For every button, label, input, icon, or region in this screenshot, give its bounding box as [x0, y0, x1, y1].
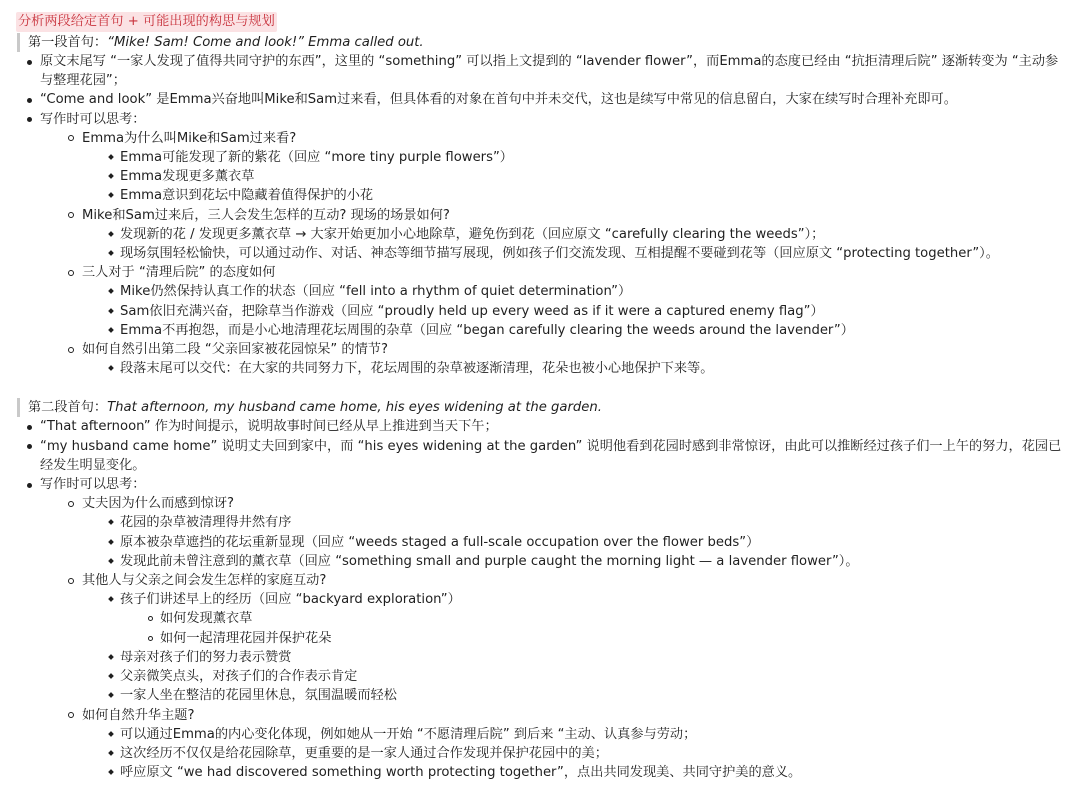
sub-answer-item: 如何一起清理花园并保护花朵 [146, 629, 1066, 648]
list-item: “my husband came home” 说明丈夫回到家中，而 “his eyes widening at the garden” 说明他看到花园时感到非常惊讶，由此可以推断经过孩子们一上午的努力，花园已经发生明显变化。 [16, 437, 1066, 475]
question-text: 三人对于 “清理后院” 的态度如何 [82, 265, 276, 281]
document-title: 分析两段给定首句 + 可能出现的构思与规划 [16, 12, 277, 32]
answer-item: 呼应原文 “we had discovered something worth protecting together”，点出共同发现美、共同守护美的意义。 [108, 763, 1066, 782]
answer-list [108, 225, 1066, 263]
answer-text: 孩子们讲述早上的经历（回应 “backyard exploration”） [120, 592, 461, 608]
list-item [16, 110, 1066, 379]
section2-quote-text: That afternoon, my husband came home, his eyes widening at the garden. [107, 400, 602, 416]
section1-first-sentence [17, 33, 1066, 52]
answer-item: 段落末尾可以交代：在大家的共同努力下，花坛周围的杂草被逐渐清理，花朵也被小心地保护下来等。 [108, 359, 1066, 378]
think-label: 写作时可以思考： [40, 477, 146, 493]
question-text: 丈夫因为什么而感到惊讶? [82, 496, 235, 512]
answer-item: 母亲对孩子们的努力表示赞赏 [108, 648, 1066, 667]
answer-item: 这次经历不仅仅是给花园除草，更重要的是一家人通过合作发现并保护花园中的美； [108, 744, 1066, 763]
sub-answer-list [146, 609, 1066, 647]
answer-item: 可以通过Emma的内心变化体现，例如她从一开始 “不愿清理后院” 到后来 “主动、认真参与劳动； [108, 725, 1066, 744]
question-item [68, 129, 1066, 206]
answer-item: 一家人坐在整洁的花园里休息，氛围温暖而轻松 [108, 686, 1066, 705]
answer-item: Emma可能发现了新的紫花（回应 “more tiny purple flowers”） [108, 148, 1066, 167]
answer-item: 发现新的花 / 发现更多薰衣草 → 大家开始更加小心地除草，避免伤到花（回应原文 “carefully clearing the weeds”）； [108, 225, 1066, 244]
question-text: 其他人与父亲之间会发生怎样的家庭互动? [82, 573, 327, 589]
answer-list [108, 513, 1066, 571]
answer-list [108, 725, 1066, 783]
question-text: 如何自然引出第二段 “父亲回家被花园惊呆” 的情节? [82, 342, 388, 358]
answer-item: 父亲微笑点头，对孩子们的合作表示肯定 [108, 667, 1066, 686]
list-item: 原文末尾写 “一家人发现了值得共同守护的东西”，这里的 “something” 可以指上文提到的 “lavender flower”，而Emma的态度已经由 “抗拒清理后院” 逐渐转变为 “主动参与整理花园”； [16, 52, 1066, 90]
answer-item: Emma不再抱怨，而是小心地清理花坛周围的杂草（回应 “began carefully clearing the weeds around the lavender”） [108, 321, 1066, 340]
section1-list [16, 52, 1066, 378]
section2-list [16, 417, 1066, 782]
section1-quote-prefix: 第一段首句： [28, 35, 108, 50]
answer-list [108, 282, 1066, 340]
think-label: 写作时可以思考： [40, 111, 146, 127]
question-item [68, 706, 1066, 783]
list-item: “Come and look” 是Emma兴奋地叫Mike和Sam过来看，但具体看的对象在首句中并未交代，这也是续写中常见的信息留白，大家在续写时合理补充即可。 [16, 90, 1066, 109]
question-text: 如何自然升华主题? [82, 707, 195, 723]
question-item [68, 206, 1066, 264]
answer-list [108, 359, 1066, 378]
question-item [68, 494, 1066, 571]
section1-quote-text: “Mike! Sam! Come and look!” Emma called out. [107, 35, 424, 50]
question-item [68, 571, 1066, 705]
question-list [68, 494, 1066, 782]
question-item [68, 263, 1066, 340]
question-list [68, 129, 1066, 379]
answer-item [108, 590, 1066, 648]
question-text: Mike和Sam过来后，三人会发生怎样的互动? 现场的场景如何? [82, 207, 450, 223]
sub-answer-item: 如何发现薰衣草 [146, 609, 1066, 628]
list-item [16, 475, 1066, 782]
answer-item: Sam依旧充满兴奋，把除草当作游戏（回应 “proudly held up every weed as if it were a captured enemy flag”） [108, 302, 1066, 321]
answer-item: 发现此前未曾注意到的薰衣草（回应 “something small and purple caught the morning light — a lavender flower”）。 [108, 552, 1066, 571]
answer-item: 现场氛围轻松愉快，可以通过动作、对话、神态等细节描写展现，例如孩子们交流发现、互相提醒不要碰到花等（回应原文 “protecting together”）。 [108, 244, 1066, 263]
section2-quote-prefix: 第二段首句： [28, 400, 108, 416]
answer-item: Mike仍然保持认真工作的状态（回应 “fell into a rhythm of quiet determination”） [108, 282, 1066, 301]
answer-item: 花园的杂草被清理得井然有序 [108, 513, 1066, 532]
answer-list [108, 148, 1066, 206]
question-text: Emma为什么叫Mike和Sam过来看? [82, 130, 297, 146]
question-item [68, 340, 1066, 378]
section2-first-sentence [17, 398, 1066, 417]
answer-item: 原本被杂草遮挡的花坛重新显现（回应 “weeds staged a full-scale occupation over the flower beds”） [108, 533, 1066, 552]
answer-list [108, 590, 1066, 705]
answer-item: Emma意识到花坛中隐藏着值得保护的小花 [108, 186, 1066, 205]
list-item: “That afternoon” 作为时间提示，说明故事时间已经从早上推进到当天下午； [16, 417, 1066, 436]
answer-item: Emma发现更多薰衣草 [108, 167, 1066, 186]
